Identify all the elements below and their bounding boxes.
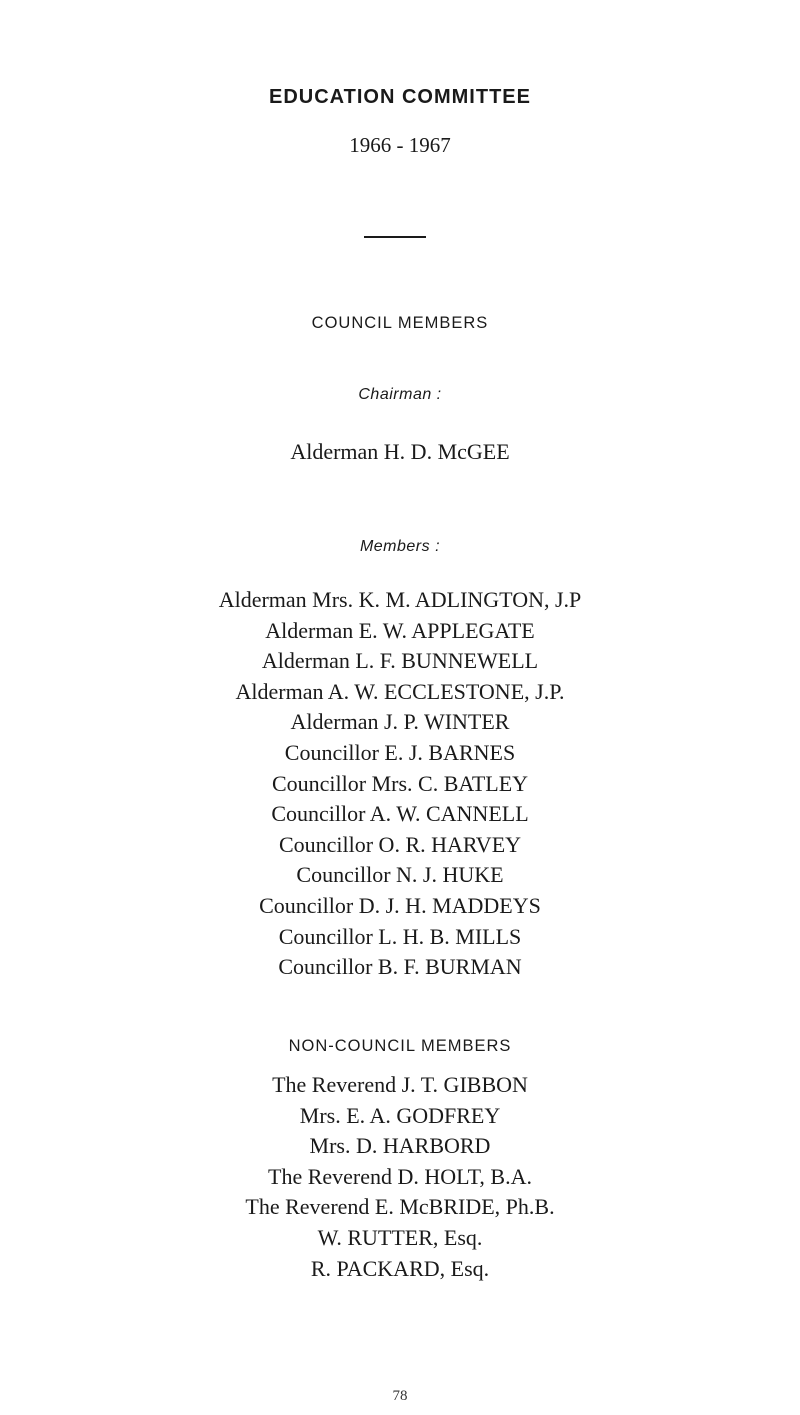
chairman-label: Chairman : (358, 386, 442, 403)
list-item: Councillor E. J. BARNES (284, 739, 516, 765)
non-council-members-list (0, 1070, 800, 1284)
list-item: The Reverend E. McBRIDE, Ph.B. (245, 1194, 555, 1220)
list-item: Councillor N. J. HUKE (296, 862, 504, 888)
list-item: Alderman E. W. APPLEGATE (265, 617, 535, 643)
non-council-members-heading: NON-COUNCIL MEMBERS (288, 1037, 512, 1055)
list-item: Alderman A. W. ECCLESTONE, J.P. (235, 678, 565, 704)
list-item: W. RUTTER, Esq. (317, 1224, 483, 1250)
page-number: 78 (392, 1388, 408, 1404)
list-item: Alderman Mrs. K. M. ADLINGTON, J.P (218, 587, 582, 612)
list-item: Councillor D. J. H. MADDEYS (259, 892, 541, 918)
list-item: Councillor O. R. HARVEY (278, 831, 522, 857)
term-years: 1966 - 1967 (349, 133, 451, 157)
list-item: Councillor A. W. CANNELL (271, 801, 529, 827)
list-item: Alderman J. P. WINTER (290, 709, 510, 735)
members-label: Members : (359, 538, 441, 555)
list-item: The Reverend J. T. GIBBON (272, 1072, 528, 1097)
list-item: R. PACKARD, Esq. (310, 1255, 490, 1281)
chairman-name: Alderman H. D. McGEE (290, 439, 510, 464)
divider-rule (364, 236, 426, 238)
page-title: EDUCATION COMMITTEE (269, 86, 531, 108)
list-item: Alderman L. F. BUNNEWELL (261, 648, 539, 674)
list-item: The Reverend D. HOLT, B.A. (268, 1163, 532, 1189)
list-item: Mrs. D. HARBORD (309, 1133, 491, 1159)
list-item: Councillor Mrs. C. BATLEY (271, 770, 529, 796)
council-members-list (0, 585, 800, 983)
list-item: Councillor B. F. BURMAN (278, 954, 522, 980)
list-item: Mrs. E. A. GODFREY (299, 1102, 501, 1128)
council-members-heading: COUNCIL MEMBERS (311, 314, 489, 332)
list-item: Councillor L. H. B. MILLS (278, 923, 522, 949)
